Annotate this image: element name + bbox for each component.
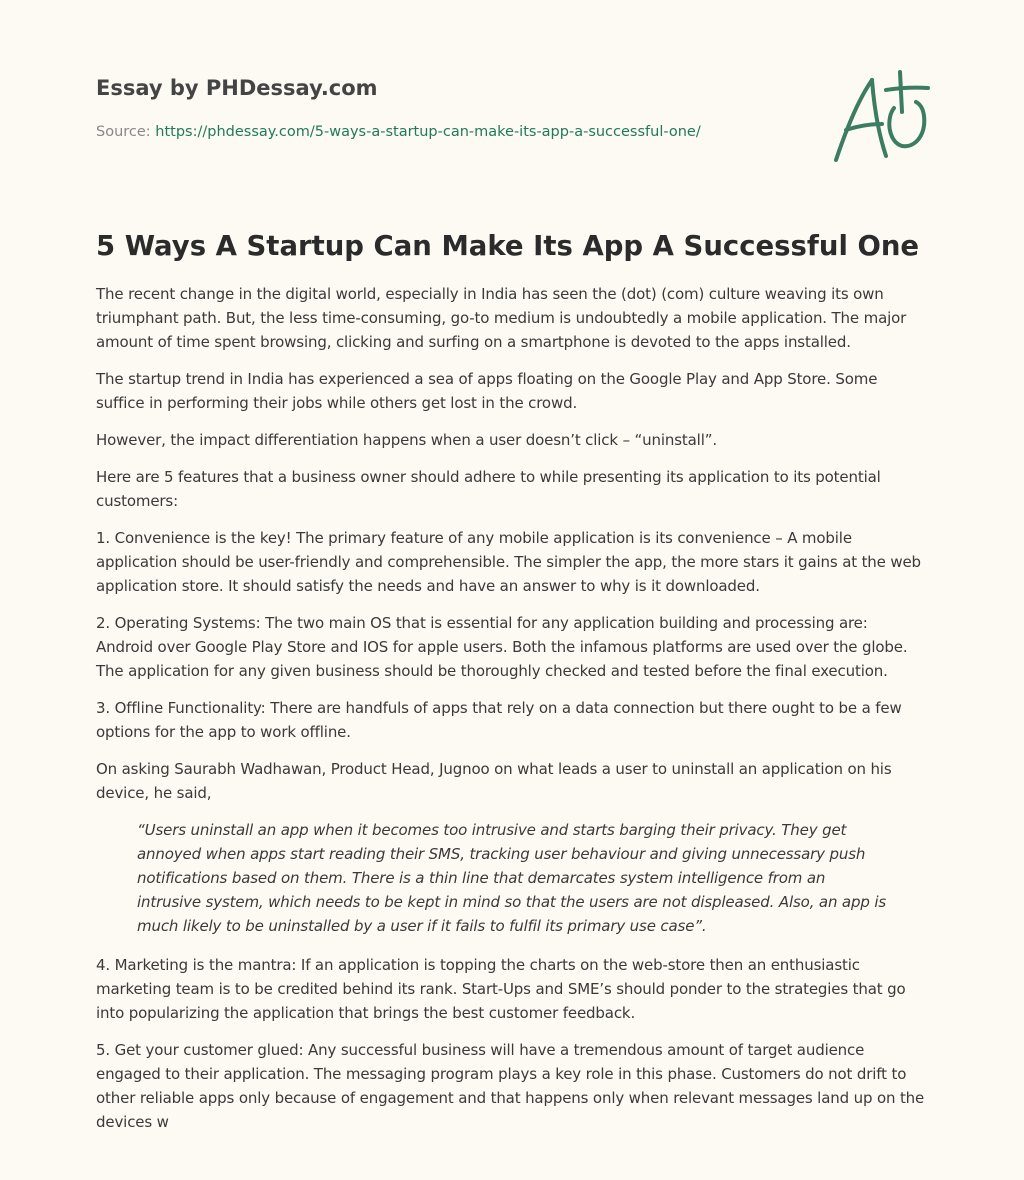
paragraph: 1. Convenience is the key! The primary feature of any mobile application is its convenience – A mobile application should be user-friendly and comprehensible. The simpler the app, the more stars it gains at the web application store. It should satisfy the needs and have an answer to why is it downloaded. <box>96 529 921 595</box>
paragraph: The recent change in the digital world, especially in India has seen the (dot) (com) culture weaving its own triumphant path. But, the less time-consuming, go-to medium is undoubtedly a mobile application. The major amount of time spent browsing, clicking and surfing on a smartphone is devoted to the apps installed. <box>96 285 907 351</box>
essay-title: 5 Ways A Startup Can Make Its App A Successful One <box>96 230 920 262</box>
a-plus-logo-icon <box>828 68 932 168</box>
paragraph: However, the impact differentiation happens when a user doesn’t click – “uninstall”. <box>96 431 717 449</box>
page-header <box>96 0 928 190</box>
paragraph: 5. Get your customer glued: Any successful business will have a tremendous amount of target audience engaged to their application. The messaging program plays a key role in this phase. Customers do not drift to other reliable apps only because of engagement and that happens only when relevant messages land up on the devices w <box>96 1041 925 1131</box>
site-title: Essay by PHDessay.com <box>96 76 378 100</box>
paragraph: 4. Marketing is the mantra: If an application is topping the charts on the web-store then an enthusiastic marketing team is to be credited behind its rank. Start-Ups and SME’s should ponder to the strategies that go into popularizing the application that brings the best customer feedback. <box>96 956 906 1022</box>
source-line <box>96 124 701 140</box>
paragraph: 2. Operating Systems: The two main OS that is essential for any application building and processing are: Android over Google Play Store and IOS for apple users. Both the infamous platforms are used over the globe. The application for any given business should be thoroughly checked and tested before the final execution. <box>96 614 908 680</box>
paragraph: On asking Saurabh Wadhawan, Product Head, Jugnoo on what leads a user to uninstall an application on his device, he said, <box>96 760 892 802</box>
paragraph: 3. Offline Functionality: There are handfuls of apps that rely on a data connection but there ought to be a few options for the app to work offline. <box>96 699 902 741</box>
source-label: Source: <box>96 124 151 140</box>
paragraph: Here are 5 features that a business owner should adhere to while presenting its application to its potential customers: <box>96 468 881 510</box>
source-link[interactable]: https://phdessay.com/5-ways-a-startup-can-make-its-app-a-successful-one/ <box>155 124 701 140</box>
block-quote: “Users uninstall an app when it becomes too intrusive and starts barging their privacy. They get annoyed when apps start reading their SMS, tracking user behaviour and giving unnecessary push notifications based on them. There is a thin line that demarcates system intelligence from an intrusive system, which needs to be kept in mind so that the users are not displeased. Also, an app is much likely to be uninstalled by a user if it fails to fulfil its primary use case”. <box>137 821 887 935</box>
paragraph: The startup trend in India has experienced a sea of apps floating on the Google Play and App Store. Some suffice in performing their jobs while others get lost in the crowd. <box>96 370 878 412</box>
